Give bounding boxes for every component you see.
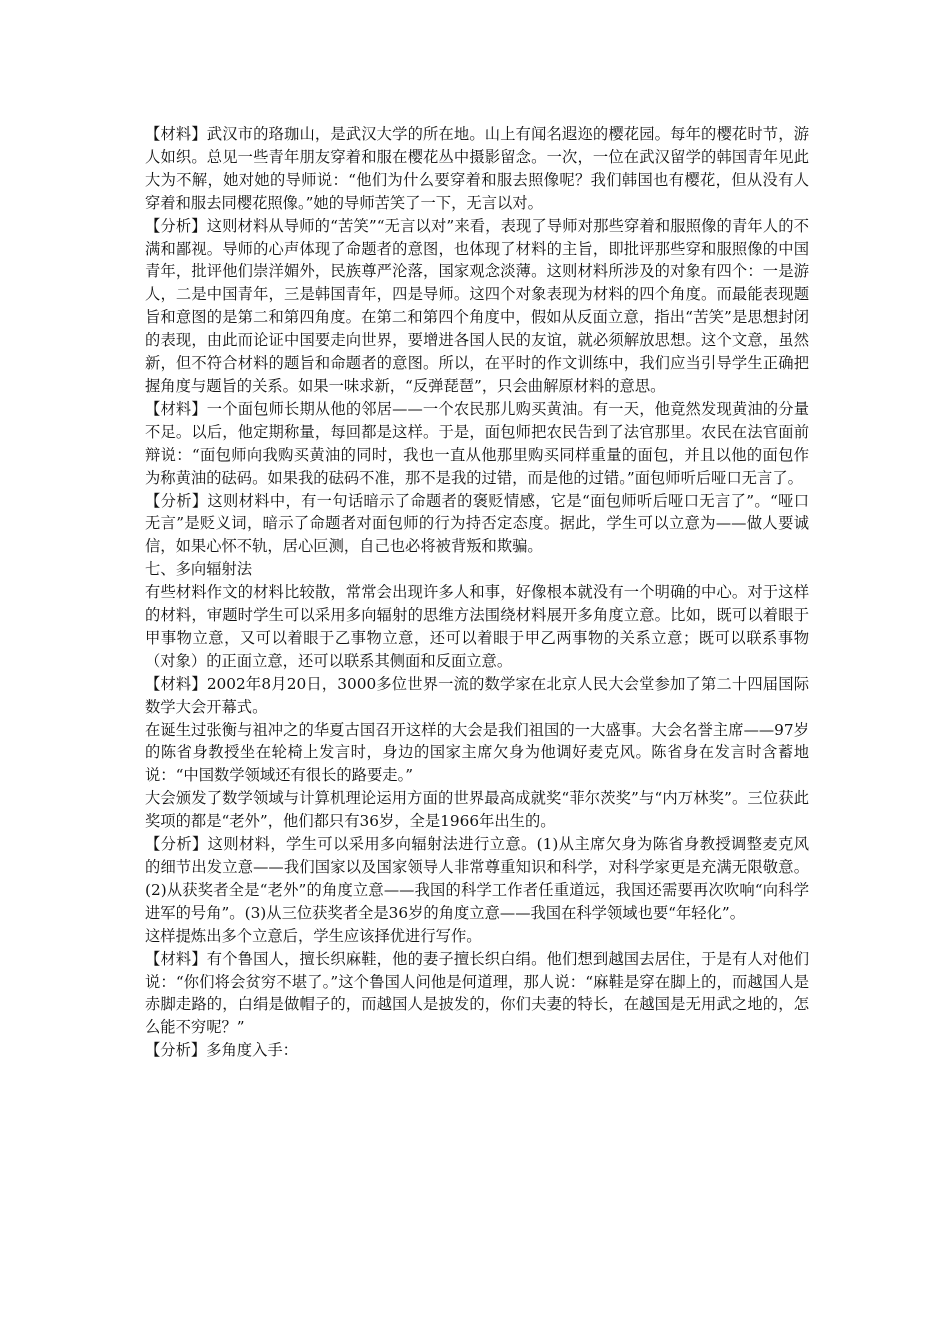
paragraph-material-3: 【材料】2002年8月20日，3000多位世界一流的数学家在北京人民大会堂参加了第二十四届国际数学大会开幕式。 xyxy=(145,674,809,716)
paragraph-analysis-1: 【分析】这则材料从导师的“苦笑”“无言以对”来看，表现了导师对那些穿着和服照像的青年人的不满和鄙视。导师的心声体现了命题者的意图，也体现了材料的主旨，即批评那些穿和服照像的中国青年，批评他们崇洋媚外，民族尊严沦落，国家观念淡薄。这则材料所涉及的对象有四个：一是游人，二是中国青年，三是韩国青年，四是导师。这四个对象表现为材料的四个角度。而最能表现题旨和意图的是第二和第四角度。在第二和第四个角度中，假如从反面立意，指出“苦笑”是思想封闭的表现，由此而论证中国要走向世界，要增进各国人民的友谊，就必须解放思想。这个文意，虽然新，但不符合材料的题旨和命题者的意图。所以，在平时的作文训练中，我们应当引导学生正确把握角度与题旨的关系。如果一味求新，“反弹琵琶”，只会曲解原材料的意思。 xyxy=(145,216,809,395)
document-body xyxy=(145,123,809,1062)
paragraph-material-4: 【材料】有个鲁国人，擅长织麻鞋，他的妻子擅长织白绢。他们想到越国去居住，于是有人对他们说：“你们将会贫穷不堪了。”这个鲁国人问他是何道理，那人说：“麻鞋是穿在脚上的，而越国人是赤脚走路的，白绢是做帽子的，而越国人是披发的，你们夫妻的特长，在越国是无用武之地的，怎么能不穷呢？” xyxy=(145,949,809,1037)
paragraph-material-3-award: 大会颁发了数学领域与计算机理论运用方面的世界最高成就奖“菲尔茨奖”与“内万林奖”。三位获此奖项的都是“老外”，他们都只有36岁，全是1966年出生的。 xyxy=(145,789,809,831)
paragraph-analysis-2: 【分析】这则材料中，有一句话暗示了命题者的褒贬情感，它是“面包师听后哑口无言了”。“哑口无言”是贬义词，暗示了命题者对面包师的行为持否定态度。据此，学生可以立意为——做人要诚信，如果心怀不轨，居心叵测，自己也必将被背叛和欺骗。 xyxy=(145,491,809,556)
paragraph-analysis-3: 【分析】这则材料，学生可以采用多向辐射法进行立意。(1)从主席欠身为陈省身教授调整麦克风的细节出发立意——我们国家以及国家领导人非常尊重知识和科学，对科学家更是充满无限敬意。(2)从获奖者全是“老外”的角度立意——我国的科学工作者任重道远，我国还需要再次吹响“向科学进军的号角”。(3)从三位获奖者全是36岁的角度立意——我国在科学领域也要“年轻化”。 xyxy=(145,835,809,922)
paragraph-material-1: 【材料】武汉市的珞珈山，是武汉大学的所在地。山上有闻名遐迩的樱花园。每年的樱花时节，游人如织。总见一些青年朋友穿着和服在樱花丛中摄影留念。一次，一位在武汉留学的韩国青年见此大为不解，她对她的导师说：“他们为什么要穿着和服去照像呢？我们韩国也有樱花，但从没有人穿着和服去同樱花照像。”她的导师苦笑了一下，无言以对。 xyxy=(145,125,809,212)
paragraph-conclusion: 这样提炼出多个立意后，学生应该择优进行写作。 xyxy=(145,926,482,945)
paragraph-analysis-4: 【分析】多角度入手： xyxy=(145,1041,298,1060)
paragraph-method-description: 有些材料作文的材料比较散，常常会出现许多人和事，好像根本就没有一个明确的中心。对于这样的材料，审题时学生可以采用多向辐射的思维方法围绕材料展开多角度立意。比如，既可以着眼于甲事物立意，又可以着眼于乙事物立意，还可以着眼于甲乙两事物的关系立意；既可以联系事物（对象）的正面立意，还可以联系其侧面和反面立意。 xyxy=(145,583,809,670)
section-heading: 七、多向辐射法 xyxy=(145,560,253,579)
paragraph-material-2: 【材料】一个面包师长期从他的邻居——一个农民那儿购买黄油。有一天，他竟然发现黄油的分量不足。以后，他定期称量，每回都是这样。于是，面包师把农民告到了法官那里。农民在法官面前辩说：“面包师向我购买黄油的同时，我也一直从他那里购买同样重量的面包，并且以他的面包作为称黄油的砝码。如果我的砝码不准，那不是我的过错，而是他的过错。”面包师听后哑口无言了。 xyxy=(145,399,809,487)
paragraph-material-3-continued: 在诞生过张衡与祖冲之的华夏古国召开这样的大会是我们祖国的一大盛事。大会名誉主席——97岁的陈省身教授坐在轮椅上发言时，身边的国家主席欠身为他调好麦克风。陈省身在发言时含蓄地说：“中国数学领域还有很长的路要走。” xyxy=(145,720,809,785)
